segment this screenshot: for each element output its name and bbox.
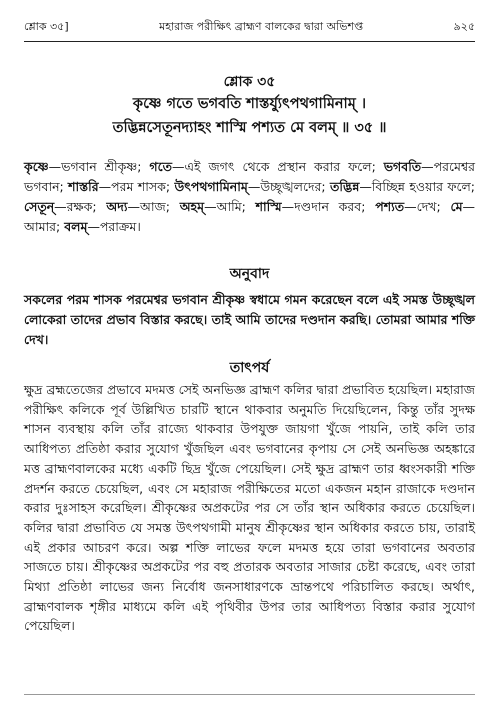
verse-line-2: তদ্ভিন্নসেতূনদ্যাহং শাস্মি পশ্যত মে বলম্ ॥ ৩৫ ॥ bbox=[112, 120, 387, 136]
purport-title: তাৎপর্য bbox=[229, 360, 270, 376]
synonym-meaning: —বিচ্ছিন্ন হওয়ার ফলে; bbox=[359, 179, 476, 194]
synonym-meaning: —আজ; bbox=[127, 199, 180, 214]
synonym-word: বলম্ bbox=[64, 219, 88, 234]
synonym-meaning: —উচ্ছৃঙ্খলদের; bbox=[247, 179, 331, 194]
page-number: ৯২৫ bbox=[453, 20, 475, 33]
synonym-word: উৎপথগামিনাম্ bbox=[174, 179, 248, 194]
running-header bbox=[24, 18, 475, 42]
synonym-word: পশ্যত bbox=[375, 199, 405, 214]
purport-text: ক্ষুদ্র ব্রহ্মতেজের প্রভাবে মদমত্ত সেই অনভিজ্ঞ ব্রাহ্মণ কলির দ্বারা প্রভাবিত হয়েছিল। মহারাজ পরীক্ষিৎ কলিকে পূর্ব উল্লিখিত চারটি স্থানে থাকবার অনুমতি দিয়েছিলেন, কিন্তু তাঁর সুদক্ষ শাসন ব্যবস্থায় কলি তাঁর রাজ্যে থাকবার উপযুক্ত জায়গা খুঁজে পায়নি, তাই কলি তার আধিপত্য প্রতিষ্ঠা করার সুযোগ খুঁজছিল এবং ভগবানের কৃপায় সে সেই অনভিজ্ঞ অহঙ্কারে মত্ত ব্রাহ্মণবালকের মধ্যে একটি ছিদ্র খুঁজে পেয়েছিল। সেই ক্ষুদ্র ব্রাহ্মণ তার ধ্বংসকারী শক্তি প্রদর্শন করতে চেয়েছিল, এবং সে মহারাজ পরীক্ষিতের মতো একজন মহান রাজাকে দণ্ডদান করার দুঃসাহস করেছিল। শ্রীকৃষ্ণের অপ্রকটের পর সে তাঁর স্থান অধিকার করতে চেয়েছিল। কলির দ্বারা প্রভাবিত যে সমস্ত উৎপথগামী মানুষ শ্রীকৃষ্ণের স্থান অধিকার করতে চায়, তারাই এই প্রকার আচরণ করে। অল্প শক্তি লাভের ফলে মদমত্ত হয়ে তারা ভগবানের অবতার সাজতে চায়। শ্রীকৃষ্ণের অপ্রকটের পর বহু প্রতারক অবতার সাজার চেষ্টা করেছে, এবং তারা মিথ্যা প্রতিষ্ঠা লাভের জন্য নির্বোধ জনসাধারণকে ভ্রান্তপথে পরিচালিত করছে। অর্থাৎ, ব্রাহ্মণবালক শৃঙ্গীর মাধ্যমে কলি এই পৃথিবীর উপর তার আধিপত্য বিস্তার করার সুযোগ পেয়েছিল। bbox=[24, 382, 475, 634]
synonym-word: মে bbox=[450, 199, 463, 214]
translation-text: সকলের পরম শাসক পরমেশ্বর ভগবান শ্রীকৃষ্ণ স্বধামে গমন করেছেন বলে এই সমস্ত উচ্ছৃঙ্খল লোকেরা তাদের প্রভাব বিস্তার করছে। তাই আমি তাদের দণ্ডদান করছি। তোমরা আমার শক্তি দেখ। bbox=[24, 292, 475, 347]
synonym-word: শাস্তরি bbox=[68, 179, 99, 194]
synonym-meaning: —এই জগৎ থেকে প্রস্থান করার ফলে; bbox=[172, 159, 384, 174]
synonyms-paragraph bbox=[24, 157, 475, 237]
synonym-word: শাস্মি bbox=[255, 199, 282, 214]
synonym-word: ভগবতি bbox=[383, 159, 422, 174]
header-chapter-title: মহারাজ পরীক্ষিৎ ব্রাহ্মণ বালকের দ্বারা অভিশপ্ত bbox=[159, 20, 364, 33]
bottom-divider bbox=[24, 694, 475, 695]
synonym-meaning: —আমি; bbox=[204, 199, 256, 214]
synonym-word: তদ্ভিন্ন bbox=[330, 179, 360, 194]
synonym-meaning: —ভগবান শ্রীকৃষ্ণ; bbox=[48, 159, 150, 174]
synonym-meaning: —রক্ষক; bbox=[54, 199, 107, 214]
synonym-meaning: —পরাক্রম। bbox=[87, 219, 141, 234]
synonym-meaning: —দেখ; bbox=[404, 199, 451, 214]
synonym-word: গতে bbox=[149, 159, 173, 174]
verse-title: শ্লোক ৩৫ bbox=[223, 74, 276, 90]
verse-line-1: কৃষ্ণে গতে ভগবতি শাস্তর্য্যুৎপথগামিনাম্ । bbox=[132, 96, 367, 112]
synonym-meaning: —আমার; bbox=[24, 199, 476, 234]
synonym-word: অদ্য bbox=[106, 199, 128, 214]
synonym-meaning: —দণ্ডদান করব; bbox=[281, 199, 376, 214]
synonym-meaning: —পরমেশ্বর ভগবান; bbox=[24, 159, 475, 194]
header-verse-ref: শ্লোক ৩৫] bbox=[24, 20, 69, 33]
synonym-word: কৃষ্ণে bbox=[24, 159, 49, 174]
synonym-word: সেতূন্ bbox=[24, 199, 55, 214]
synonym-word: অহম্ bbox=[179, 199, 205, 214]
translation-title: অনুবাদ bbox=[229, 266, 270, 282]
synonym-meaning: —পরম শাসক; bbox=[98, 179, 175, 194]
